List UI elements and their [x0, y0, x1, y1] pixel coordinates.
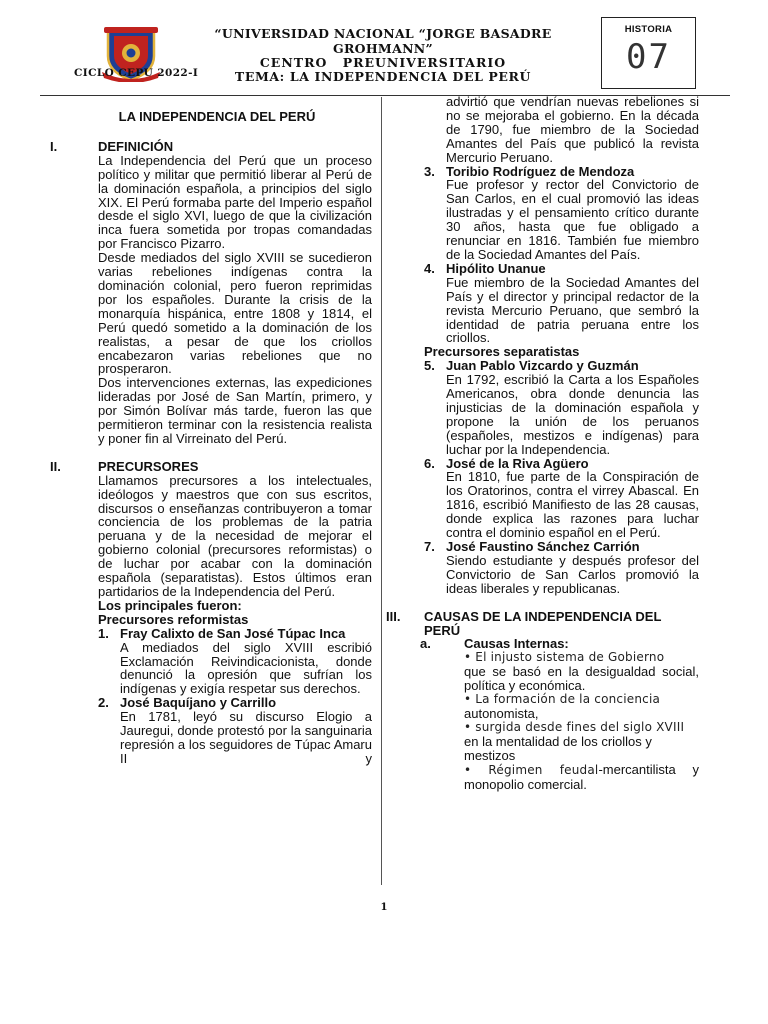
document-header	[168, 26, 598, 84]
left-column	[50, 110, 372, 766]
topic-title: TEMA: LA INDEPENDENCIA DEL PERÚ	[234, 69, 532, 84]
bullet-continuation: autonomista,	[464, 705, 539, 721]
bullet-list	[464, 651, 699, 791]
subject-label: HISTORIA	[624, 24, 673, 35]
item-name: José Baquíjano y Carrillo	[120, 695, 277, 711]
item-text: En 1792, escribió la Carta a los Españoles Americanos, obra donde denuncia las injusticias de la dominación española y propone la unión de los peruanos (españoles, mestizos e indígenas) para luchar por la Independencia.	[446, 372, 699, 457]
item-number: 2.	[98, 695, 109, 711]
item-name: José de la Riva Agüero	[446, 455, 589, 471]
paragraph: Dos intervenciones externas, las expediciones lideradas por José de San Martín, primero, y por Simón Bolívar más tarde, fueron las que permitieron terminar con la resistencia realista y poner fin al Virreinato del Perú.	[98, 375, 372, 446]
item-number: 1.	[98, 625, 109, 641]
university-name: “UNIVERSIDAD NACIONAL “JORGE BASADRE GROHMANN”	[214, 26, 552, 56]
column-divider	[381, 97, 382, 885]
item-text: Fue profesor y rector del Convictorio de San Carlos, en el cual promovió las ideas ilustradas y el pensamiento crítico durante 30 años, hasta que fue obligado a renunciar en 1816. También fue miembro de la Sociedad Amantes del País.	[446, 177, 699, 262]
section-heading-definicion	[50, 140, 372, 154]
continued-paragraph: advirtió que vendrían nuevas rebeliones si no se mejoraba el gobierno. En la década de 1790, fue miembro de la Sociedad Amantes del País que publicó la revista Mercurio Peruano.	[446, 94, 699, 165]
item-name: Juan Pablo Vizcardo y Guzmán	[446, 358, 639, 374]
paragraph: Llamamos precursores a los intelectuales, ideólogos y maestros que con sus escritos, discursos o enseñanzas contribuyeron a tomar conciencia de los problemas de la patria peruana y de la necesidad de mejorar el gobierno colonial (precursores reformistas) o de luchar por acabar con la dominación española (separatistas). Estos últimos eran partidarios de la Independencia del Perú.	[98, 472, 372, 599]
list-item	[424, 540, 699, 596]
item-text: A mediados del siglo XVIII escribió Exclamación Reivindicacionista, donde denunció la opresión que sufrían los indígenas y exigía respetar sus derechos.	[120, 639, 372, 697]
cycle-label: CICLO CEPU 2022-I	[74, 67, 199, 79]
list-item	[98, 696, 372, 766]
paragraph: Desde mediados del siglo XVIII se sucedieron varias rebeliones indígenas contra la dominación colonial, pero fueron reprimidas por los españoles. Durante la crisis de la monarquía hispánica, entre 1808 y 1814, el Perú quedó sometido a la dominación de los realistas, a pesar de que los criollos encabezaron varias rebeliones que no prosperaron.	[98, 250, 372, 377]
section-title: PRECURSORES	[98, 458, 199, 474]
section-number: II.	[50, 458, 61, 474]
list-item	[98, 627, 372, 697]
section-heading-causas	[386, 610, 699, 638]
subheading-separatistas: Precursores separatistas	[424, 344, 580, 360]
item-name: Hipólito Unanue	[446, 260, 546, 276]
item-number: 7.	[424, 539, 435, 554]
section-title: CAUSAS DE LA INDEPENDENCIA DEL PERÚ	[424, 608, 662, 638]
item-name: Fray Calixto de San José Túpac Inca	[120, 625, 346, 641]
list-item	[424, 359, 699, 456]
subheading-principales: Los principales fueron:	[98, 597, 242, 613]
paragraph: La Independencia del Perú que un proceso político y militar que permitió liberar al Perú de la dominación española, a principios del siglo XIX. El Perú formaba parte del Imperio español desde el siglo XVI, luego de que la civilización inca fuera sometida por tropas comandadas por Francisco Pizarro.	[98, 152, 372, 252]
item-text: En 1781, leyó su discurso Elogio a Jauregui, donde protestó por la sanguinaria represión a los seguidores de Túpac Amaru II y	[120, 709, 372, 766]
bullet-item: • La formación de la conciencia	[464, 692, 661, 707]
page-number: 1	[380, 902, 388, 913]
section-heading-precursores	[50, 460, 372, 474]
subsection-letter: a.	[420, 636, 431, 652]
bullet-item: • surgida desde fines del siglo XVIII	[464, 719, 685, 734]
list-item	[424, 457, 699, 540]
item-number: 5.	[424, 358, 435, 374]
center-name: CENTRO PREUNIVERSITARIO	[259, 55, 507, 70]
item-text: Fue miembro de la Sociedad Amantes del País y el director y principal redactor de la revista Mercurio Peruano, que sembró la identidad de patria peruana entre los criollos.	[446, 274, 699, 346]
item-number: 6.	[424, 455, 435, 471]
list-item	[424, 165, 699, 262]
bullet-continuation: que se basó en la desigualdad social, política y económica.	[464, 664, 699, 694]
subheading-reformistas: Precursores reformistas	[98, 611, 249, 627]
section-title: DEFINICIÓN	[98, 138, 174, 154]
item-number: 3.	[424, 163, 435, 179]
right-column	[386, 95, 699, 791]
unit-number: 07	[626, 37, 671, 77]
item-text: Siendo estudiante y después profesor del Convictorio de San Carlos promovió la ideas liberales y republicanas.	[446, 552, 699, 596]
bullet-item: • El injusto sistema de Gobierno	[464, 650, 665, 665]
bullet-item: • Régimen feudal	[464, 762, 599, 777]
item-name: José Faustino Sánchez Carrión	[446, 539, 640, 554]
item-number: 4.	[424, 260, 435, 276]
item-name: Toribio Rodríguez de Mendoza	[446, 163, 635, 179]
bullet-continuation: -mercantilista y monopolio comercial.	[464, 761, 699, 792]
list-item	[424, 262, 699, 345]
subject-badge	[601, 17, 696, 89]
section-number: I.	[50, 138, 58, 154]
subsection-heading	[420, 637, 699, 651]
subsection-title: Causas Internas:	[464, 636, 569, 652]
item-text: En 1810, fue parte de la Conspiración de los Oratorinos, contra el virrey Abascal. En 1816, escribió Manifiesto de las 28 causas, donde explica las razones para luchar contra el dominio español en el Perú.	[446, 469, 699, 541]
page-title: LA INDEPENDENCIA DEL PERÚ	[118, 109, 316, 124]
section-number: III.	[386, 608, 401, 624]
bullet-continuation: en la mentalidad de los criollos y mestizos	[464, 733, 652, 763]
